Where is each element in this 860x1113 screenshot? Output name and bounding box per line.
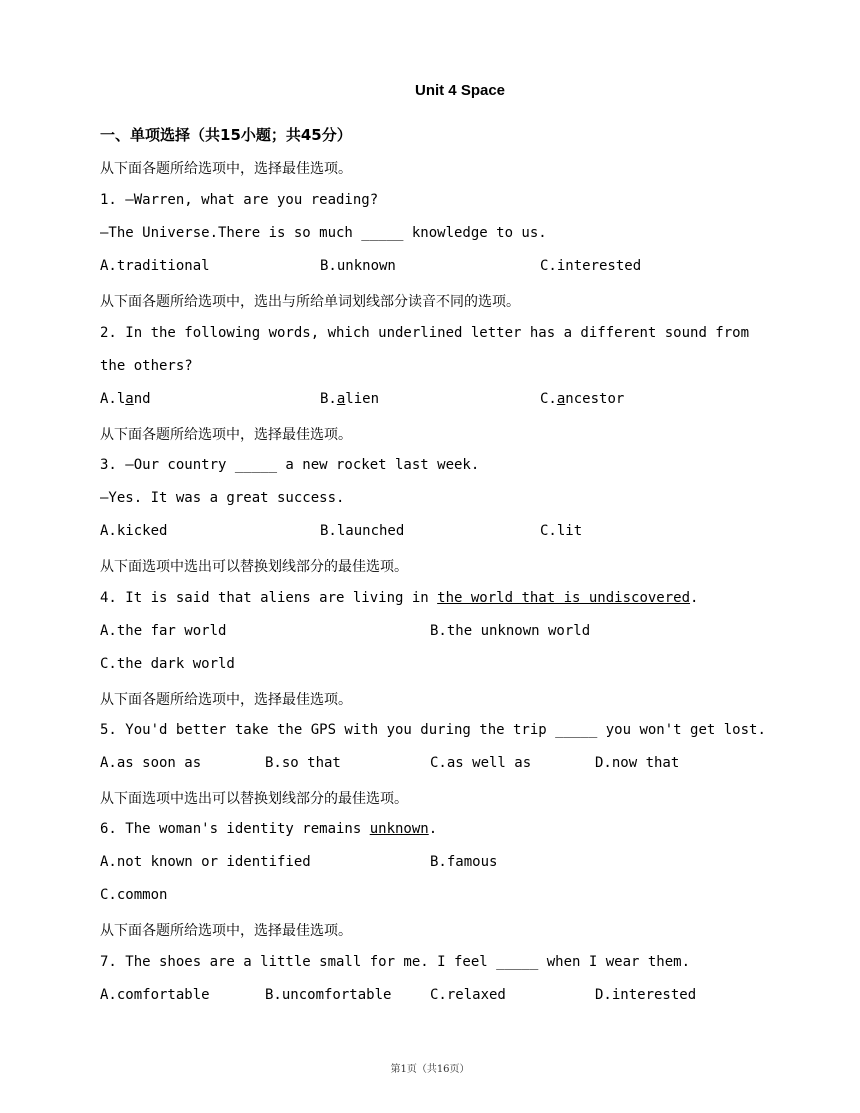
page-footer: 第1页（共16页）: [390, 1064, 470, 1075]
q4-prefix: 4. It is said that aliens are living in: [100, 590, 438, 606]
q7-option-a[interactable]: A.comfortable: [100, 987, 210, 1003]
instruction-replace: 从下面选项中选出可以替换划线部分的最佳选项。: [100, 559, 408, 575]
q2-b-prefix: B.: [320, 391, 337, 407]
q7-option-c[interactable]: C.relaxed: [430, 987, 506, 1003]
q6-option-b[interactable]: B.famous: [430, 854, 498, 870]
q5-option-a[interactable]: A.as soon as: [100, 755, 202, 771]
q7-line1: 7. The shoes are a little small for me. I feel _____ when I wear them.: [100, 954, 691, 970]
q5-option-c[interactable]: C.as well as: [430, 755, 532, 771]
q2-option-c[interactable]: [540, 391, 624, 407]
q7-option-d[interactable]: D.interested: [595, 987, 697, 1003]
q3-option-a[interactable]: A.kicked: [100, 523, 168, 539]
q2-c-suffix: ncestor: [565, 391, 625, 407]
q3-option-c[interactable]: C.lit: [540, 523, 583, 539]
q2-b-suffix: lien: [345, 391, 380, 407]
section-heading: 一、单项选择（共15小题；共45分）: [100, 126, 352, 144]
q1-line2: —The Universe.There is so much _____ knowledge to us.: [100, 225, 547, 241]
q2-option-a[interactable]: [100, 391, 151, 407]
q4-option-c[interactable]: C.the dark world: [100, 656, 235, 672]
q6-option-a[interactable]: A.not known or identified: [100, 854, 311, 870]
instruction-best-4: 从下面各题所给选项中，选择最佳选项。: [100, 923, 352, 939]
q2-a-suffix: nd: [133, 391, 151, 407]
q3-option-b[interactable]: B.launched: [320, 523, 405, 539]
q3-line2: —Yes. It was a great success.: [100, 490, 345, 506]
q5-option-d[interactable]: D.now that: [595, 755, 680, 771]
q4-option-a[interactable]: A.the far world: [100, 623, 227, 639]
page-title: Unit 4 Space: [414, 82, 506, 99]
q3-line1: 3. —Our country _____ a new rocket last week.: [100, 457, 480, 473]
q2-line2: the others?: [100, 358, 193, 374]
q2-a-prefix: A.l: [100, 391, 126, 407]
instruction-best-3: 从下面各题所给选项中，选择最佳选项。: [100, 692, 352, 708]
q6-prefix: 6. The woman's identity remains: [100, 821, 370, 837]
q6-option-c[interactable]: C.common: [100, 887, 168, 903]
q2-option-b[interactable]: [320, 391, 379, 407]
q2-line1: 2. In the following words, which underlined letter has a different sound from: [100, 325, 750, 341]
instruction-best-2: 从下面各题所给选项中，选择最佳选项。: [100, 427, 352, 443]
q4-suffix: .: [690, 590, 699, 606]
q6-underlined: unknown: [369, 821, 429, 837]
q1-option-b[interactable]: B.unknown: [320, 258, 396, 274]
q4-option-b[interactable]: B.the unknown world: [430, 623, 591, 639]
q6-line1: [100, 821, 437, 837]
instruction-best: 从下面各题所给选项中，选择最佳选项。: [100, 161, 352, 177]
q4-line1: [100, 590, 698, 606]
q4-underlined: the world that is undiscovered: [437, 590, 691, 606]
q2-a-underlined: a: [125, 391, 134, 407]
instruction-replace-2: 从下面选项中选出可以替换划线部分的最佳选项。: [100, 791, 408, 807]
q1-line1: 1. —Warren, what are you reading?: [100, 192, 379, 208]
q2-c-prefix: C.: [540, 391, 557, 407]
q1-option-a[interactable]: A.traditional: [100, 258, 210, 274]
q7-option-b[interactable]: B.uncomfortable: [265, 987, 392, 1003]
instruction-sound: 从下面各题所给选项中，选出与所给单词划线部分读音不同的选项。: [100, 294, 520, 310]
q2-b-underlined: a: [336, 391, 346, 407]
q5-option-b[interactable]: B.so that: [265, 755, 341, 771]
q2-c-underlined: a: [556, 391, 566, 407]
q5-line1: 5. You'd better take the GPS with you during the trip _____ you won't get lost.: [100, 722, 766, 738]
q6-suffix: .: [428, 821, 438, 837]
q1-option-c[interactable]: C.interested: [540, 258, 642, 274]
